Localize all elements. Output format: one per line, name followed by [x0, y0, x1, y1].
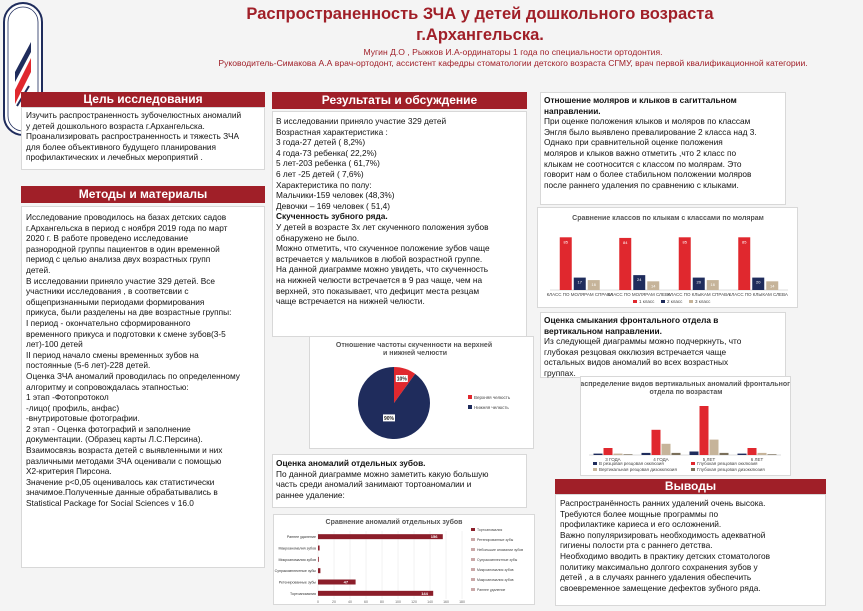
category-label: КЛАСС ПО КЛЫКАМ СЛЕВА — [728, 292, 788, 297]
crowding-line: на нижней челюсти встречается в 9 раз чаще, чем на — [276, 274, 483, 285]
legend-swatch — [661, 300, 665, 303]
legend-label: Глубокая резцовая окклюзия — [697, 461, 758, 466]
bar — [604, 448, 613, 455]
title-line-2: г.Архангельска. — [416, 26, 544, 44]
category-label: КЛАСС ПО КЛЫКАМ СПРАВА — [667, 292, 730, 297]
legend-label: Глубокая резцовая дизокклюзия — [697, 467, 765, 472]
conclusion-line: гигиены полости рта с раннего детства. — [560, 540, 713, 551]
legend-swatch — [471, 548, 475, 551]
vertical-line: Из следующей диаграммы можно подчеркнуть, что — [544, 336, 742, 347]
tick-label: 100 — [395, 600, 401, 604]
methods-line: прикуса, были разделены на две возрастные группы: — [26, 307, 232, 318]
goal-line: Проанализировать распространенность и тяжесть ЗЧА — [26, 131, 240, 142]
data-label: 17 — [577, 279, 582, 285]
methods-line: Оценка ЗЧА аномалий проводилась по определенному — [26, 370, 240, 381]
results-box — [272, 111, 527, 337]
sagittal-line: моляров и клыков важно отметить ,что 2 класс по — [544, 147, 737, 158]
vertical-heading: вертикальном направлении. — [544, 325, 662, 336]
classes-bar-chart — [537, 207, 798, 308]
methods-line: 1 этап -Фотопротокол — [26, 392, 109, 403]
bar — [318, 534, 443, 539]
results-line: 5 лет-203 ребенка ( 61,7%) — [276, 158, 380, 169]
vertical-box — [540, 312, 786, 378]
tick-label: 160 — [443, 600, 449, 604]
conclusions-box — [555, 494, 826, 606]
bar — [720, 453, 729, 455]
methods-line: -внутриротовые фотографии. — [26, 413, 140, 424]
data-label: 10% — [396, 376, 407, 383]
crowding-line: На данной диаграмме можно увидеть, что скученность — [276, 264, 489, 275]
pie-slice — [358, 367, 430, 439]
legend-swatch — [468, 405, 472, 409]
bar — [672, 453, 681, 455]
data-label: 24 — [637, 277, 642, 283]
goal-line: у детей дошкольного возраста г.Архангельска. — [26, 120, 205, 131]
authors-text: Мугин Д.О , Рыжков И.А-ординаторы 1 года по специальности ортодонтия. — [363, 47, 663, 57]
methods-line: постоянные (5-6 лет)-228 детей. — [26, 360, 151, 371]
methods-line: Исследование проводилось на базах детских садов — [26, 212, 227, 222]
results-line: Возрастная характеристика : — [276, 126, 388, 137]
legend-swatch — [471, 568, 475, 571]
conclusion-line: детей , а в случаях раннего удаления обеспечить — [560, 572, 752, 583]
legend-swatch — [471, 528, 475, 531]
conclusion-line: Необходимо вводить в практику детских стоматологов — [560, 550, 771, 561]
vertical-line: остальных видов аномалий во всех возрастных — [544, 357, 729, 368]
bar — [710, 440, 719, 455]
data-label: 84 — [623, 239, 628, 245]
bar — [642, 453, 651, 455]
results-line: Девочки – 169 человек ( 51,4) — [276, 200, 390, 211]
sagittal-box — [540, 92, 786, 205]
legend-label: 1 класс — [639, 299, 655, 304]
category-label: 5 ЛЕТ — [702, 457, 716, 462]
tick-label: 60 — [364, 600, 368, 604]
legend-swatch — [593, 468, 597, 471]
anomalies-heading: Оценка аномалий отдельных зубов. — [276, 458, 426, 468]
methods-line: период с целью анализа двух возрастных групп — [26, 254, 211, 265]
conclusions-heading: Выводы — [555, 479, 826, 494]
category-label: КЛАСС ПО МОЛЯРАМ СПРАВА — [546, 292, 613, 297]
legend-label: 3 класс — [695, 299, 711, 304]
legend-label: Раннее удаление — [477, 588, 506, 592]
legend-swatch — [689, 300, 693, 303]
tick-label: 0 — [317, 600, 319, 604]
goal-line: Изучить распространенность зубочелюстных аномалий — [26, 110, 242, 120]
anomalies-box — [272, 454, 527, 508]
bar — [318, 557, 319, 562]
tooth-anomalies-chart — [273, 514, 535, 605]
legend-label: 2 класс — [667, 299, 683, 304]
tick-label: 120 — [411, 600, 417, 604]
sagittal-heading: направлении. — [544, 105, 601, 116]
bar — [594, 454, 603, 455]
vertical-line: группах. — [544, 367, 576, 378]
crowding-heading: Скученность зубного ряда. — [276, 211, 388, 222]
bar — [318, 568, 320, 573]
bar — [758, 453, 767, 455]
vertical-heading: Оценка смыкания фронтального отдела в — [544, 315, 719, 325]
bar — [679, 237, 691, 290]
legend-swatch — [468, 395, 472, 399]
category-label: Ретенированные зубы — [278, 580, 316, 585]
legend-label: Супракомплектные зубы — [477, 558, 518, 562]
legend-swatch — [691, 462, 695, 465]
sagittal-line: Энгля было выявлено превалирование 2 класса над 3. — [544, 126, 757, 137]
legend-swatch — [471, 588, 475, 591]
category-label: 3 ГОДА — [605, 457, 621, 462]
bar — [619, 238, 631, 290]
authors-block — [183, 47, 843, 69]
legend-label: Нижняя челюсть — [474, 405, 509, 410]
bar — [768, 454, 777, 455]
page-title — [180, 4, 780, 46]
methods-line: Statistical Package for Social Sciences v 16.0 — [26, 498, 194, 509]
data-label: 20 — [756, 279, 761, 285]
bar — [318, 546, 320, 551]
legend-swatch — [471, 538, 475, 541]
legend-label: Вертикальная резцовая дизокклюзия — [599, 467, 677, 472]
data-label: 16 — [591, 282, 596, 288]
methods-line: г.Архангельска в период с ноября 2019 года по март — [26, 222, 228, 233]
goal-heading: Цель исследования — [21, 92, 265, 107]
crowding-line: У детей в возрасте 3х лет скученного положения зубов — [276, 221, 489, 232]
methods-line: I период - окончательно сформированного — [26, 317, 191, 328]
methods-line: детей. — [26, 264, 51, 275]
methods-line: II период начало смены временных зубов на — [26, 349, 199, 360]
data-label: 16 — [710, 282, 715, 288]
legend-label: В резцовая резцовая окклюзия — [599, 461, 664, 466]
conclusion-line: Требуются более мощные программы по — [560, 508, 719, 519]
conclusion-line: своевременное замещение дефектов зубного ряда. — [560, 582, 761, 593]
data-label: 144 — [421, 590, 428, 596]
methods-line: участники исследования , в соответсвии с — [26, 286, 189, 297]
methods-line: разнородной группы пациентов в один временной — [26, 243, 220, 254]
bar — [560, 237, 572, 290]
data-label: 90% — [383, 415, 395, 422]
data-label: 85 — [742, 239, 747, 245]
crowding-line: Можно отметить, что скученное положение зубов чаще — [276, 243, 490, 254]
bar — [318, 591, 433, 596]
data-label: 14 — [651, 283, 656, 289]
results-line: 6 лет -25 детей ( 7,6%) — [276, 168, 364, 179]
title-line-1: Распространенность ЗЧА у детей дошкольного возраста — [246, 5, 714, 23]
tick-label: 80 — [380, 600, 384, 604]
sagittal-line: клыкам не соотносится с классом по молярам. Это — [544, 158, 742, 169]
chart-title-line: Отношение частоты скученности на верхней и нижней челюсти — [335, 342, 493, 357]
anomalies-line: часть среди аномалий занимают тортоаномалии и — [276, 479, 472, 490]
category-label: Микроаномалия зубов — [278, 557, 316, 562]
methods-line: различными методами ЗЧА оценивали с помощью — [26, 455, 222, 466]
bar — [652, 430, 661, 455]
tick-label: 180 — [459, 600, 465, 604]
chart-title: Распределение видов вертикальных аномалий фронтального отдела по возрастам — [581, 381, 790, 396]
results-line: Мальчики-159 человек (48,3%) — [276, 190, 395, 201]
conclusion-line: Распространённость ранних удалений очень высока. — [560, 498, 766, 508]
bar — [738, 454, 747, 455]
goal-line: профилактических и лечебных мероприятий . — [26, 152, 203, 163]
legend-label: Верхняя челюсть — [474, 395, 511, 400]
methods-line: X2-критерия Пирсона. — [26, 466, 112, 477]
legend-label: Микроаномалия зубов — [477, 568, 514, 572]
bar — [662, 444, 671, 455]
legend-label: Тортоаномалия — [477, 528, 503, 532]
methods-line: 2020 г. В работе проведено исследование — [26, 233, 189, 244]
chart-title: Сравнение аномалий отдельных зубов — [325, 519, 463, 526]
legend-swatch — [471, 578, 475, 581]
bar — [700, 406, 709, 455]
category-label: Раннее удаление — [286, 535, 316, 540]
goal-box — [21, 107, 265, 170]
bar — [614, 454, 623, 455]
sagittal-line: говорит нам о более стабильном положении моляров — [544, 169, 752, 180]
conclusion-line: политику максимально долгого сохранения зубов у — [560, 561, 758, 572]
vertical-line: глубокая резцовая окклюзия встречается чаще — [544, 346, 727, 357]
data-label: 20 — [696, 279, 701, 285]
legend-label: Небольшие аномалии зубов — [477, 548, 524, 552]
category-label: 4 ГОДА — [653, 457, 669, 462]
data-label: 85 — [563, 239, 568, 245]
legend-swatch — [593, 462, 597, 465]
legend-swatch — [471, 558, 475, 561]
crowding-line: чаще встречается на нижней челюсти. — [276, 296, 425, 307]
results-line: В исследовании приняло участие 329 детей — [276, 116, 447, 126]
category-label: Супракомплектные зубы — [274, 569, 316, 574]
data-label: 85 — [682, 239, 687, 245]
goal-line: для более объективного будущего планирования — [26, 141, 217, 152]
bar — [738, 237, 750, 290]
results-line: 3 года-27 детей ( 8,2%) — [276, 137, 366, 148]
legend-label: Ретенированные зубы — [477, 538, 514, 542]
bar — [690, 452, 699, 456]
sagittal-line: При оценке положения клыков и моляров по классам — [544, 116, 751, 127]
supervisor-text: Руководитель-Симакова А.А врач-ортодонт, ассистент кафедры стоматологии детского возраста СГМУ, врач первой квалификационной категории. — [218, 57, 808, 68]
legend-swatch — [691, 468, 695, 471]
sagittal-line: Однако при сравнительной оценке положения — [544, 137, 723, 148]
results-heading: Результаты и обсуждение — [272, 92, 527, 109]
tick-label: 20 — [332, 600, 336, 604]
results-line: 4 года-73 ребенка( 22,2%) — [276, 147, 377, 158]
methods-line: лет)-100 детей — [26, 339, 83, 350]
chart-title: Сравнение классов по клыкам с классами по молярам — [572, 215, 764, 222]
bar — [624, 454, 633, 455]
crowding-line: верхней, это показывает, что дефицит места резцам — [276, 285, 480, 296]
bar — [748, 448, 757, 455]
sagittal-heading: Отношение моляров и клыков в сагиттальном — [544, 95, 737, 105]
bar — [318, 580, 356, 585]
methods-line: Взаимосвязь возраста детей с выявленными и них — [26, 445, 223, 456]
data-label: 14 — [770, 283, 775, 289]
methods-line: -лицо( профиль, анфас) — [26, 402, 120, 413]
vertical-anomalies-chart — [580, 376, 791, 476]
methods-box — [21, 206, 265, 568]
methods-line: 2 этап - Оценка фотографий и заполнение — [26, 423, 191, 434]
data-label: 156 — [430, 534, 438, 540]
methods-heading: Методы и материалы — [21, 186, 265, 203]
methods-line: В исследовании приняло участие 329 детей. Все — [26, 275, 216, 286]
category-label: Тортоаномалия — [290, 591, 316, 596]
category-label: 6 ЛЕТ — [750, 457, 764, 462]
crowding-line: встречается у мальчиков в любой возрастной группе. — [276, 253, 483, 264]
anomalies-line: раннее удаление: — [276, 489, 345, 500]
results-line: Характеристика по полу: — [276, 179, 372, 190]
methods-line: Значение p<0,05 оценивалось как статистически — [26, 476, 215, 487]
conclusion-line: профилактике кариеса и его осложнений. — [560, 519, 722, 530]
crowding-pie-chart — [309, 336, 534, 449]
methods-line: документации. (Образец карты Л.С.Персина). — [26, 434, 203, 445]
category-label: КЛАСС ПО МОЛЯРАМ СЛЕВА — [607, 292, 671, 297]
crowding-line: обнаружено не было. — [276, 232, 360, 243]
sagittal-line: после раннего удаления по сравнению с клыками. — [544, 179, 739, 190]
methods-line: общепризнанными периодами формирования — [26, 296, 205, 307]
data-label: 47 — [343, 579, 349, 585]
tick-label: 140 — [427, 600, 433, 604]
legend-swatch — [633, 300, 637, 303]
category-label: Макроаномалия зубов — [278, 546, 316, 551]
methods-line: временного прикуса и подготовки к смене зубов(3-5 — [26, 328, 226, 339]
methods-line: значимое.Полученные данные обрабатывались в — [26, 487, 218, 498]
methods-line: алгоритму и сопровождалась этапностью: — [26, 381, 189, 392]
tick-label: 40 — [348, 600, 352, 604]
conclusion-line: Важно популяризировать необходимость адекватной — [560, 529, 766, 540]
legend-label: Макроаномалия зубов — [477, 578, 514, 582]
anomalies-line: По данной диаграмме можно заметить какую большую — [276, 468, 489, 479]
